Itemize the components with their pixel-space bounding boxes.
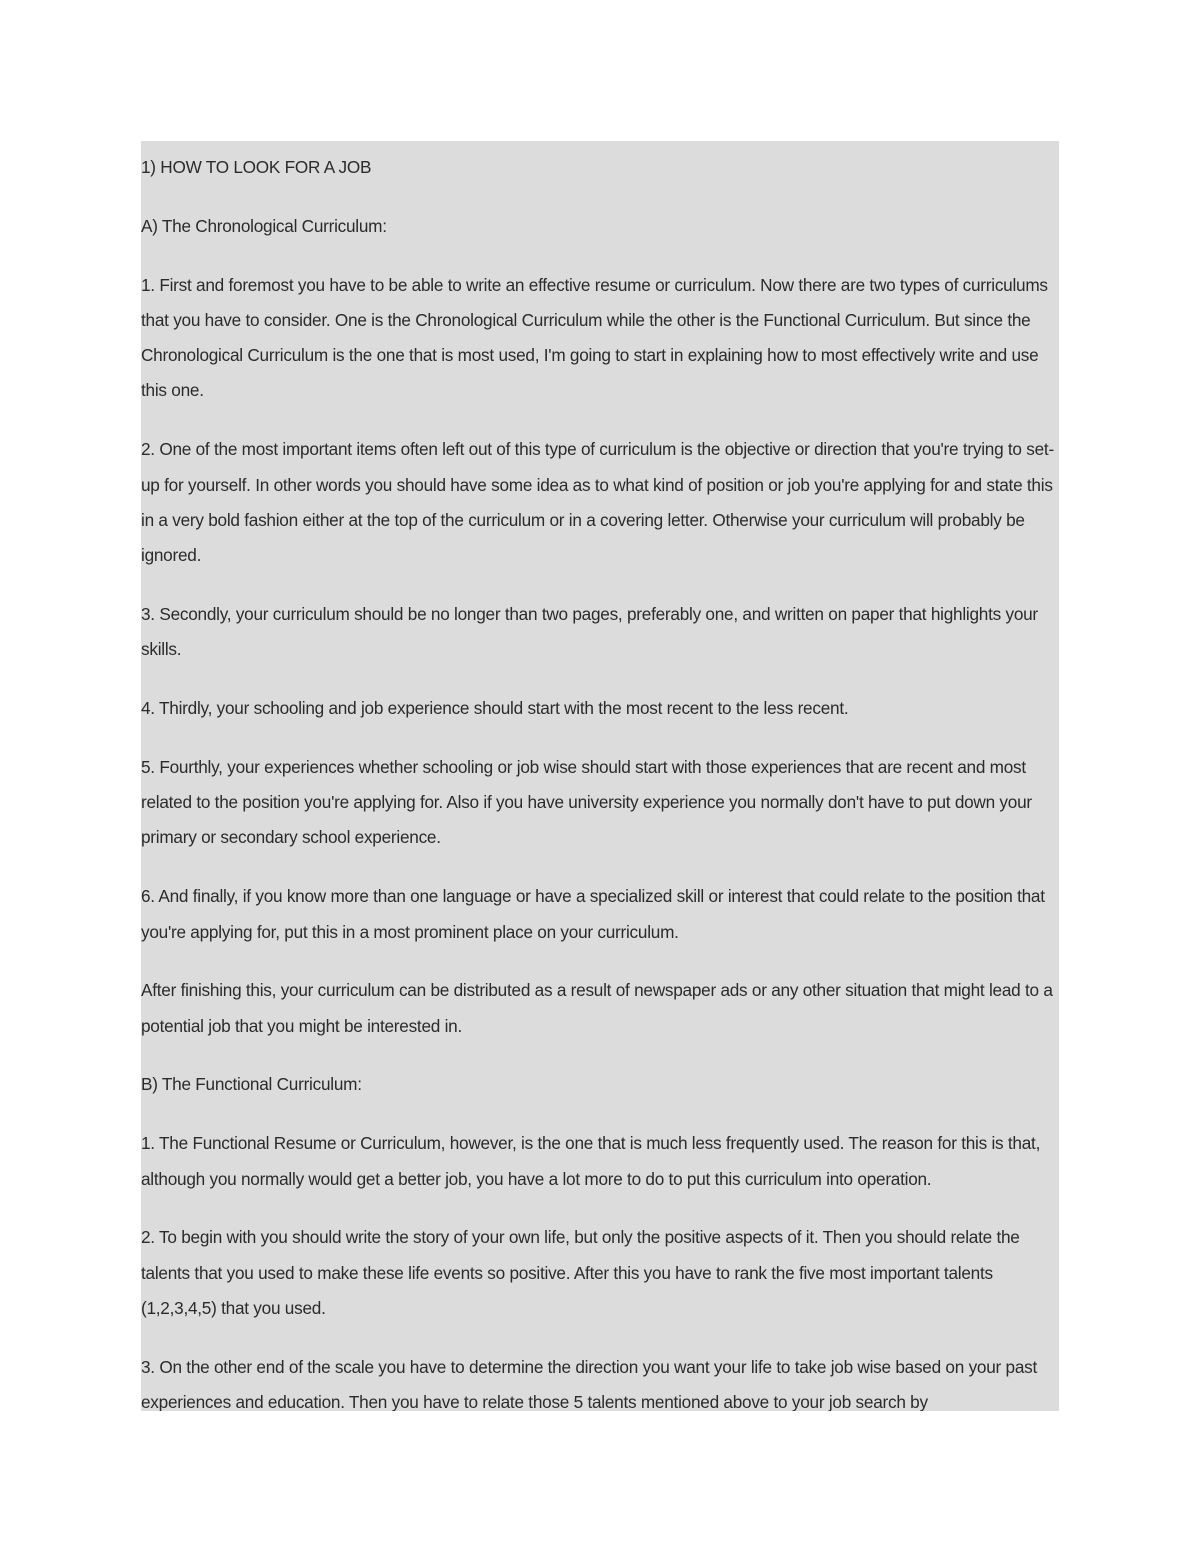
section-b-heading: B) The Functional Curriculum: (141, 1074, 362, 1095)
section-a-item-5: 5. Fourthly, your experiences whether schooling or job wise should start with those experiences that are recent and most related to the position you're applying for. Also if you have university experience you normally don't have to put down your primary or secondary school experience. (141, 756, 1032, 848)
section-b-item-3: 3. On the other end of the scale you have to determine the direction you want your life to take job wise based on your past experiences and education. Then you have to relate those 5 talents mentioned above to your job search by (141, 1356, 1038, 1411)
section-a-item-6: 6. And finally, if you know more than one language or have a specialized skill or interest that could relate to the position that you're applying for, put this in a most prominent place on your curriculum. (141, 886, 1045, 942)
document-title: 1) HOW TO LOOK FOR A JOB (141, 157, 372, 177)
section-a-heading: A) The Chronological Curriculum: (141, 215, 387, 236)
document-body (141, 150, 1059, 1411)
section-a-item-1: 1. First and foremost you have to be able to write an effective resume or curriculum. Now there are two types of curriculums that you have to consider. One is the Chronological Curriculum while the other is the Functional Curriculum. But since the Chronological Curriculum is the one that is most used, I'm going to start in explaining how to most effectively write and use this one. (141, 274, 1048, 401)
section-a-closing: After finishing this, your curriculum can be distributed as a result of newspaper ads or any other situation that might lead to a potential job that you might be interested in. (141, 980, 1053, 1036)
section-a-item-3: 3. Secondly, your curriculum should be no longer than two pages, preferably one, and written on paper that highlights your skills. (141, 603, 1038, 660)
section-b-item-1: 1. The Functional Resume or Curriculum, however, is the one that is much less frequently used. The reason for this is that, although you normally would get a better job, you have a lot more to do to put this curriculum into operation. (141, 1133, 1041, 1189)
text-area (141, 141, 1059, 1411)
section-b-item-2: 2. To begin with you should write the story of your own life, but only the positive aspects of it. Then you should relate the talents that you used to make these life events so positive. After this you have to rank the five most important talents (1,2,3,4,5) that you used. (141, 1227, 1020, 1318)
section-a-item-4: 4. Thirdly, your schooling and job experience should start with the most recent to the less recent. (141, 698, 849, 719)
section-a-item-2: 2. One of the most important items often left out of this type of curriculum is the objective or direction that you're trying to set-up for yourself. In other words you should have some idea as to what kind of position or job you're applying for and state this in a very bold fashion either at the top of the curriculum or in a covering letter. Otherwise your curriculum will probably be ignored. (141, 439, 1054, 566)
